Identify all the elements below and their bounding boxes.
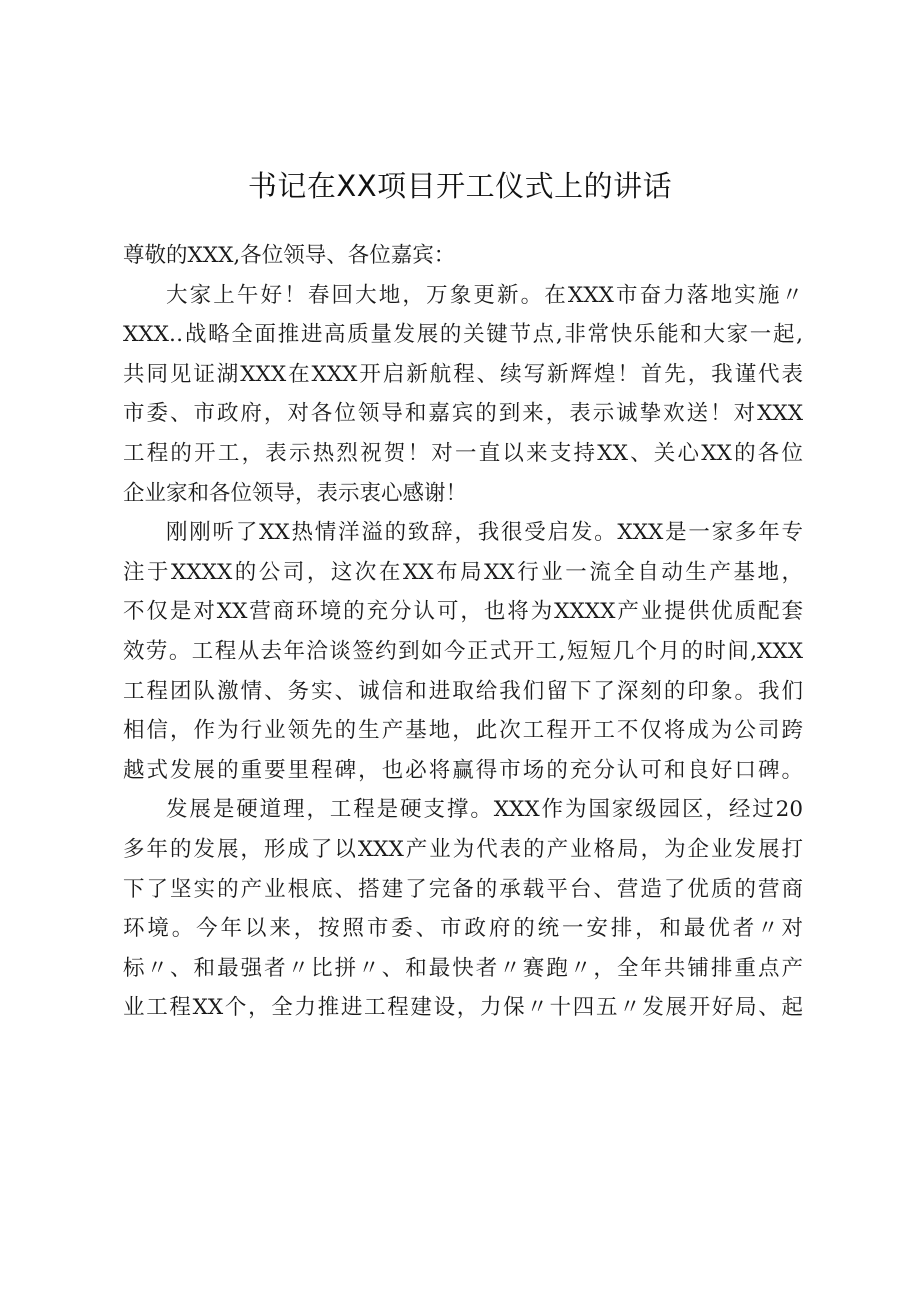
document-title: 书记在XX项目开工仪式上的讲话 bbox=[247, 169, 673, 203]
text-line: 共同见证湖XXX在XXX开启新航程、续写新辉煌！首先，我谨代表 bbox=[123, 361, 803, 387]
text-line: 工程团队激情、务实、诚信和进取给我们留下了深刻的印象。我们 bbox=[123, 678, 803, 704]
text-line: 大家上午好！春回大地，万象更新。在XXX市奋力落地实施〃 bbox=[166, 282, 803, 308]
text-line: 标〃、和最强者〃比拼〃、和最快者〃赛跑〃，全年共铺排重点产 bbox=[123, 955, 803, 981]
text-line: 刚刚听了XX热情洋溢的致辞，我很受启发。XXX是一家多年专 bbox=[166, 520, 803, 546]
text-line: 企业家和各位领导，表示衷心感谢！ bbox=[123, 480, 468, 506]
text-line: 业工程XX个，全力推进工程建设，力保〃十四五〃发展开好局、起 bbox=[123, 995, 803, 1021]
text-line: 效劳。工程从去年洽谈签约到如今正式开工,短短几个月的时间,XXX bbox=[123, 638, 803, 664]
document-body bbox=[123, 236, 803, 1028]
text-line: 发展是硬道理，工程是硬支撑。XXX作为国家级园区，经过20 bbox=[166, 797, 803, 823]
text-line: XXX‥战略全面推进高质量发展的关键节点,非常快乐能和大家一起, bbox=[123, 322, 803, 348]
text-line: 相信，作为行业领先的生产基地，此次工程开工不仅将成为公司跨 bbox=[123, 718, 803, 744]
paragraph-3 bbox=[123, 790, 803, 1028]
text-line: 环境。今年以来，按照市委、市政府的统一安排，和最优者〃对 bbox=[123, 916, 803, 942]
paragraph-1 bbox=[123, 276, 803, 514]
paragraph-2 bbox=[123, 513, 803, 790]
salutation-line: 尊敬的XXX,各位领导、各位嘉宾： bbox=[123, 243, 456, 268]
text-line: 下了坚实的产业根底、搭建了完备的承载平台、营造了优质的营商 bbox=[123, 876, 803, 902]
text-line: 工程的开工，表示热烈祝贺！对一直以来支持XX、关心XX的各位 bbox=[123, 440, 803, 466]
text-line: 越式发展的重要里程碑，也必将赢得市场的充分认可和良好口碑。 bbox=[123, 757, 803, 783]
text-line: 注于XXXX的公司，这次在XX布局XX行业一流全自动生产基地， bbox=[123, 559, 803, 585]
text-line: 市委、市政府，对各位领导和嘉宾的到来，表示诚挚欢送！对XXX bbox=[123, 401, 803, 427]
text-line: 多年的发展，形成了以XXX产业为代表的产业格局，为企业发展打 bbox=[123, 836, 803, 862]
text-line: 不仅是对XX营商环境的充分认可，也将为XXXX产业提供优质配套 bbox=[123, 599, 803, 625]
